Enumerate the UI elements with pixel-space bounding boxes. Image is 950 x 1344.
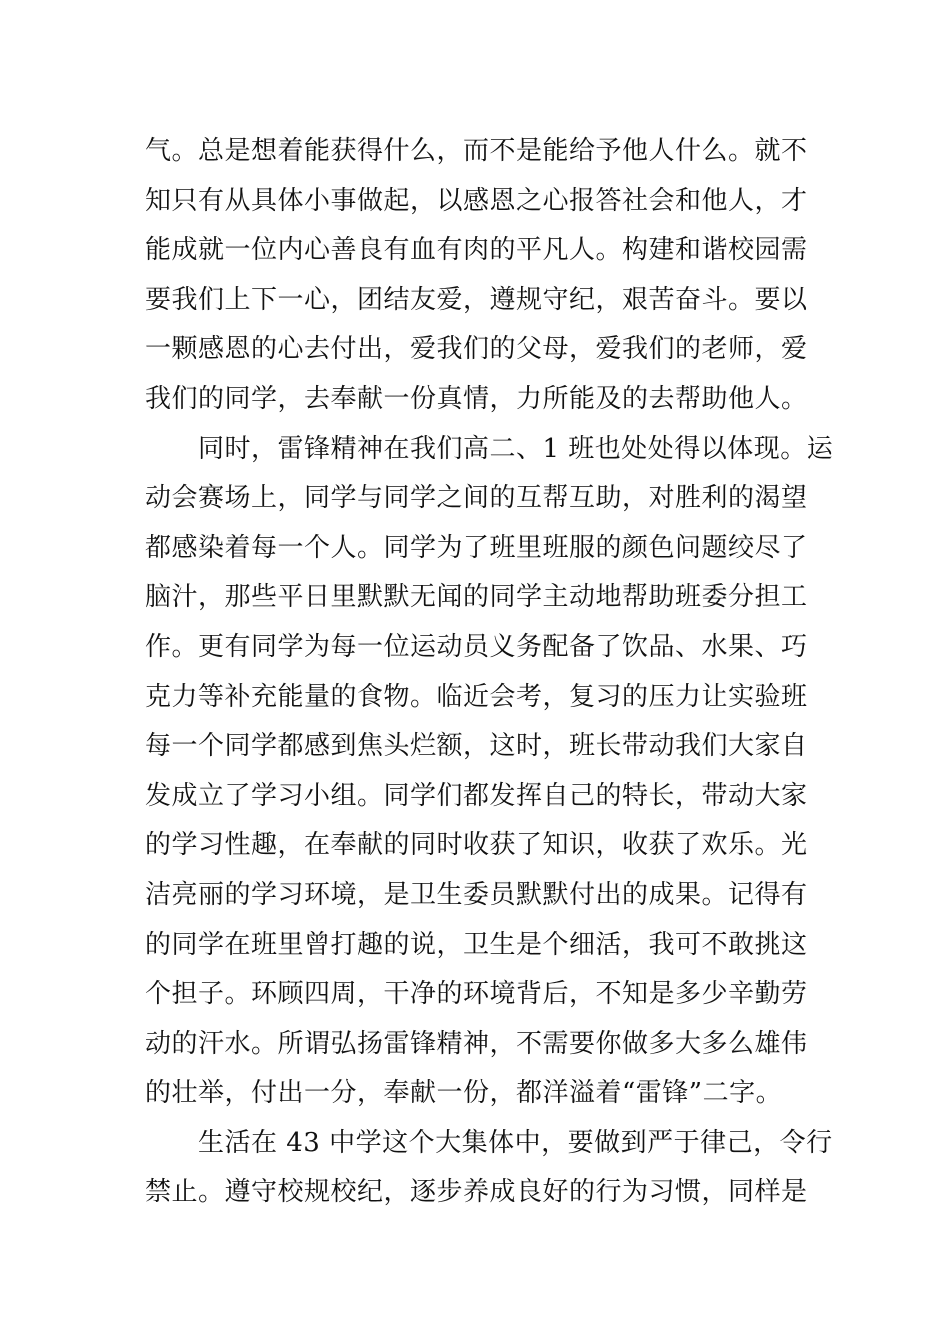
text-line: 知只有从具体小事做起，以感恩之心报答社会和他人，才 bbox=[145, 185, 808, 216]
text-line: 作。更有同学为每一位运动员义务配备了饮品、水果、巧 bbox=[145, 631, 808, 662]
text-line: 每一个同学都感到焦头烂额，这时，班长带动我们大家自 bbox=[145, 731, 808, 762]
text-line: 克力等补充能量的食物。临近会考，复习的压力让实验班 bbox=[145, 681, 808, 712]
text-line: 的壮举，付出一分，奉献一份，都洋溢着“雷锋”二字。 bbox=[145, 1078, 783, 1109]
text-line: 禁止。遵守校规校纪，逐步养成良好的行为习惯，同样是 bbox=[145, 1177, 808, 1208]
text-line: 脑汁，那些平日里默默无闻的同学主动地帮助班委分担工 bbox=[145, 582, 808, 613]
text-line: 个担子。环顾四周，干净的环境背后，不知是多少辛勤劳 bbox=[145, 979, 808, 1010]
paragraph-1 bbox=[145, 127, 810, 425]
body-text bbox=[145, 127, 834, 1218]
text-line: 发成立了学习小组。同学们都发挥自己的特长，带动大家 bbox=[145, 780, 808, 811]
text-line: 一颗感恩的心去付出，爱我们的父母，爱我们的老师，爱 bbox=[145, 334, 808, 365]
text-line: 动的汗水。所谓弘扬雷锋精神，不需要你做多大多么雄伟 bbox=[145, 1028, 808, 1059]
text-line: 都感染着每一个人。同学为了班里班服的颜色问题绞尽了 bbox=[145, 532, 808, 563]
text-line: 能成就一位内心善良有血有肉的平凡人。构建和谐校园需 bbox=[145, 235, 808, 266]
text-line: 要我们上下一心，团结友爱，遵规守纪，艰苦奋斗。要以 bbox=[145, 284, 808, 315]
paragraph-2 bbox=[145, 425, 834, 1119]
text-line: 我们的同学，去奉献一份真情，力所能及的去帮助他人。 bbox=[145, 383, 808, 414]
text-line: 气。总是想着能获得什么，而不是能给予他人什么。就不 bbox=[145, 136, 808, 166]
text-line: 同时，雷锋精神在我们高二、1 班也处处得以体现。运 bbox=[198, 433, 834, 464]
text-line: 洁亮丽的学习环境，是卫生委员默默付出的成果。记得有 bbox=[145, 879, 808, 910]
paragraph-3 bbox=[145, 1119, 833, 1218]
text-line: 动会赛场上，同学与同学之间的互帮互助，对胜利的渴望 bbox=[145, 483, 808, 514]
text-line: 的同学在班里曾打趣的说，卫生是个细活，我可不敢挑这 bbox=[145, 929, 808, 960]
text-line: 生活在 43 中学这个大集体中，要做到严于律己，令行 bbox=[198, 1127, 833, 1158]
text-line: 的学习性趣，在奉献的同时收获了知识，收获了欢乐。光 bbox=[145, 830, 808, 861]
